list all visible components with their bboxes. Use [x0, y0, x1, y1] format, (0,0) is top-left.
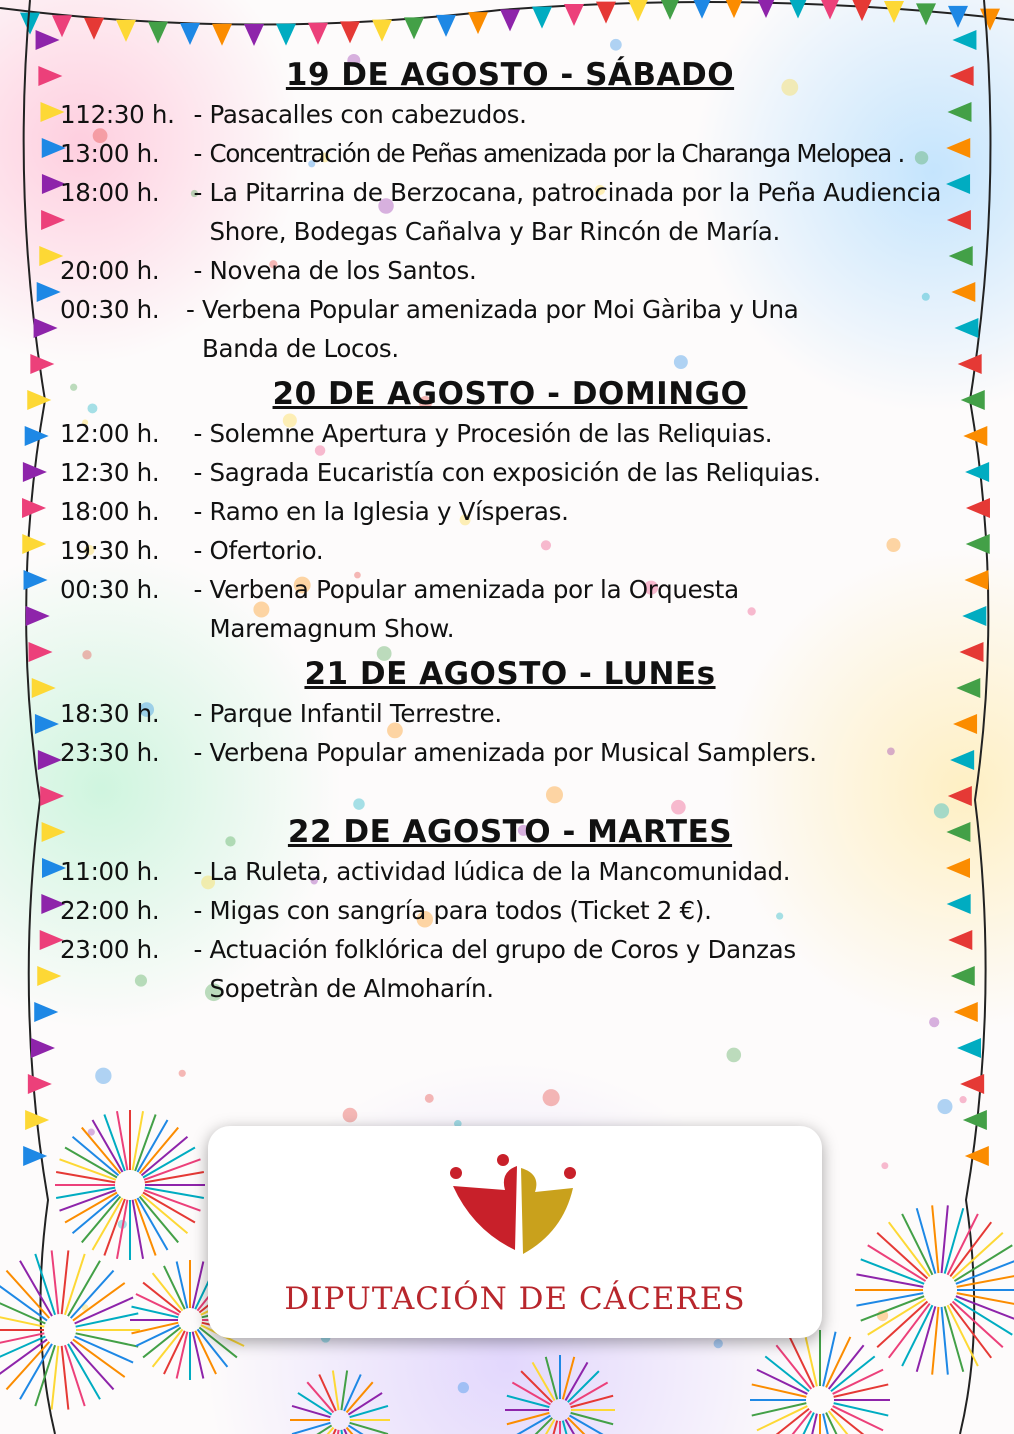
event-dash: - [186, 699, 210, 728]
bunting-flag [980, 9, 1000, 31]
diputacion-emblem-icon [445, 1152, 585, 1262]
bunting-flag [960, 1074, 984, 1094]
event-dash: - [186, 178, 210, 207]
event-entry [60, 531, 960, 570]
bunting-flag [966, 498, 990, 518]
program-schedule [60, 55, 960, 1014]
bunting-flag [148, 22, 168, 44]
firework-ray [834, 1384, 889, 1396]
bunting-flag [84, 18, 104, 40]
event-dash: - [186, 497, 210, 526]
bunting-flag [37, 282, 61, 302]
bunting-flag [276, 24, 296, 46]
firework-ray [76, 1313, 139, 1326]
bunting-flag [35, 714, 59, 734]
bunting-flag [962, 606, 986, 626]
event-description: Verbena Popular amenizada por Moi Gàriba y Una Banda de Locos. [202, 295, 799, 363]
event-description: Concentración de Peñas amenizada por la Charanga Melopea . [209, 139, 904, 168]
confetti-dot [937, 1099, 952, 1114]
event-time: 18:00 h. [60, 497, 160, 526]
bunting-flag [965, 1146, 989, 1166]
event-description: Ramo en la Iglesia y Vísperas. [209, 497, 569, 526]
event-time: 00:30 h. [60, 575, 160, 604]
event-entry [60, 694, 960, 733]
confetti-dot [179, 1070, 186, 1077]
confetti-dot [610, 39, 622, 51]
day-heading: 20 DE AGOSTO - DOMINGO [272, 376, 748, 412]
bunting-flag [28, 1074, 52, 1094]
event-dash: - [186, 536, 210, 565]
event-entry [60, 95, 960, 134]
firework-burst [505, 1355, 615, 1434]
confetti-dot [458, 1382, 469, 1393]
bunting-flag [948, 6, 968, 28]
firework-ray [76, 1333, 139, 1346]
event-description: Actuación folklórica del grupo de Coros y Danzas Sopetràn de Almoharín. [209, 935, 796, 1003]
event-time: 13:00 h. [60, 139, 160, 168]
event-description: Solemne Apertura y Procesión de las Reliquias. [209, 419, 773, 448]
firework-ray [73, 1283, 125, 1321]
event-dash: - [186, 896, 210, 925]
event-dash: - [186, 935, 210, 964]
day-section [60, 374, 960, 648]
bunting-flag [27, 390, 51, 410]
event-dash: - [186, 738, 210, 767]
bunting-flag [884, 1, 904, 23]
event-time: 23:30 h. [60, 738, 160, 767]
event-entry [60, 251, 960, 290]
bunting-flag [959, 642, 983, 662]
bunting-flag [24, 570, 48, 590]
confetti-dot [343, 1108, 358, 1123]
firework-ray [823, 1332, 835, 1387]
bunting-flag [852, 0, 872, 21]
bunting-flag [38, 66, 62, 86]
event-time: 12:30 h. [60, 458, 160, 487]
bunting-flag [957, 1038, 981, 1058]
bunting-flag [596, 2, 616, 24]
bunting-flag [116, 20, 136, 42]
day-heading: 19 DE AGOSTO - SÁBADO [285, 57, 735, 93]
bunting-flag [22, 534, 46, 554]
event-time: 18:30 h. [60, 699, 160, 728]
bunting-flag [244, 24, 264, 46]
firework-ray [75, 1337, 133, 1363]
event-description: Verbena Popular amenizada por Musical Samplers. [209, 738, 817, 767]
firework-ray [546, 1357, 557, 1400]
bunting-flag [34, 318, 58, 338]
bunting-flag [965, 462, 989, 482]
bunting-flag [23, 1146, 47, 1166]
event-entry [60, 453, 960, 492]
confetti-dot [714, 1339, 723, 1348]
bunting-flag [25, 426, 49, 446]
bunting-flag [628, 0, 648, 22]
event-dash: - [186, 857, 210, 886]
event-description: La Ruleta, actividad lúdica de la Mancomunidad. [209, 857, 791, 886]
event-description: La Pitarrina de Berzocana, patrocinada por la Peña Audiencia Shore, Bodegas Cañalva y Bar Rincón de María. [209, 178, 942, 246]
firework-ray [292, 1423, 330, 1434]
event-entry [60, 930, 960, 1008]
event-description: Pasacalles con cabezudos. [209, 100, 527, 129]
firework-ray [752, 1403, 807, 1415]
bunting-flag [963, 1110, 987, 1130]
bunting-flag [961, 390, 985, 410]
event-dash: - [186, 575, 210, 604]
event-entry [60, 570, 960, 648]
bunting-flag [916, 3, 936, 25]
event-entry [60, 852, 960, 891]
bunting-flag [26, 606, 50, 626]
bunting-flag [52, 15, 72, 37]
event-time: 18:00 h. [60, 178, 160, 207]
event-time: 22:00 h. [60, 896, 160, 925]
event-entry [60, 492, 960, 531]
event-dash: - [186, 295, 203, 324]
event-entry [60, 891, 960, 930]
day-section [60, 55, 960, 368]
bunting-flag [660, 0, 680, 20]
bunting-flag [952, 30, 976, 50]
bunting-flag [966, 534, 990, 554]
event-dash: - [186, 419, 210, 448]
bunting-flag [34, 1002, 58, 1022]
event-time: 23:00 h. [60, 935, 160, 964]
bunting-flag [308, 23, 328, 45]
event-time: 19:30 h. [60, 536, 160, 565]
confetti-dot [727, 1048, 742, 1063]
bunting-flag [32, 678, 56, 698]
event-time: 112:30 h. [60, 100, 175, 129]
bunting-flag [37, 966, 61, 986]
diputacion-logo-text: DIPUTACIÓN DE CÁCERES [284, 1281, 746, 1317]
bunting-flag [468, 12, 488, 34]
sponsor-logo-card [208, 1126, 822, 1338]
bunting-flag [820, 0, 840, 20]
bunting-flag [788, 0, 808, 19]
firework-burst [750, 1330, 890, 1434]
event-description: Sagrada Eucaristía con exposición de las Reliquias. [209, 458, 821, 487]
firework-burst [855, 1205, 1014, 1374]
day-section [60, 654, 960, 772]
firework-ray [804, 1332, 816, 1387]
firework-ray [507, 1413, 550, 1424]
confetti-dot [543, 1089, 560, 1106]
day-heading: 22 DE AGOSTO - MARTES [287, 814, 733, 850]
firework-burst [0, 1250, 140, 1409]
event-entry [60, 290, 960, 368]
bunting-flag [340, 21, 360, 43]
event-time: 12:00 h. [60, 419, 160, 448]
firework-ray [752, 1384, 807, 1396]
bunting-flag [372, 20, 392, 42]
event-description: Ofertorio. [209, 536, 324, 565]
event-description: Verbena Popular amenizada por la Orquesta Maremagnum Show. [209, 575, 739, 643]
firework-ray [571, 1396, 614, 1407]
firework-ray [292, 1406, 330, 1417]
bunting-flag [36, 30, 60, 50]
bunting-flag [692, 0, 712, 19]
bunting-flag [404, 17, 424, 39]
bunting-flag [29, 642, 53, 662]
bunting-flag [958, 354, 982, 374]
event-entry [60, 173, 960, 251]
event-dash: - [186, 139, 210, 168]
event-dash: - [186, 100, 210, 129]
firework-ray [507, 1396, 550, 1407]
bunting-flag [564, 4, 584, 26]
event-time: 00:30 h. [60, 295, 160, 324]
event-entry [60, 414, 960, 453]
firework-ray [834, 1403, 889, 1415]
bunting-flag [964, 570, 988, 590]
firework-burst [290, 1371, 390, 1434]
event-description: Novena de los Santos. [209, 256, 477, 285]
bunting-flag [22, 498, 46, 518]
bunting-flag [38, 750, 62, 770]
firework-ray [563, 1357, 574, 1400]
bunting-flag [212, 24, 232, 46]
firework-ray [571, 1413, 614, 1424]
event-description: Parque Infantil Terrestre. [209, 699, 502, 728]
bunting-flag [532, 7, 552, 29]
event-entry [60, 733, 960, 772]
confetti-dot [425, 1094, 434, 1103]
firework-ray [350, 1423, 388, 1434]
event-dash: - [186, 458, 210, 487]
firework-ray [73, 1339, 125, 1377]
event-time: 20:00 h. [60, 256, 160, 285]
event-time: 11:00 h. [60, 857, 160, 886]
bunting-flag [436, 15, 456, 37]
bunting-flag [180, 23, 200, 45]
firework-burst [55, 1110, 205, 1260]
confetti-dot [95, 1068, 111, 1084]
event-dash: - [186, 256, 210, 285]
confetti-dot [959, 1096, 966, 1103]
event-description: Migas con sangría para todos (Ticket 2 €). [209, 896, 712, 925]
day-heading: 21 DE AGOSTO - LUNEs [304, 656, 716, 692]
confetti-dot [881, 1162, 888, 1169]
bunting-flag [30, 354, 54, 374]
bunting-flag [500, 9, 520, 31]
event-entry [60, 134, 960, 173]
day-section [60, 812, 960, 1008]
confetti-dot [929, 1017, 939, 1027]
bunting-flag [31, 1038, 55, 1058]
firework-ray [350, 1406, 388, 1417]
